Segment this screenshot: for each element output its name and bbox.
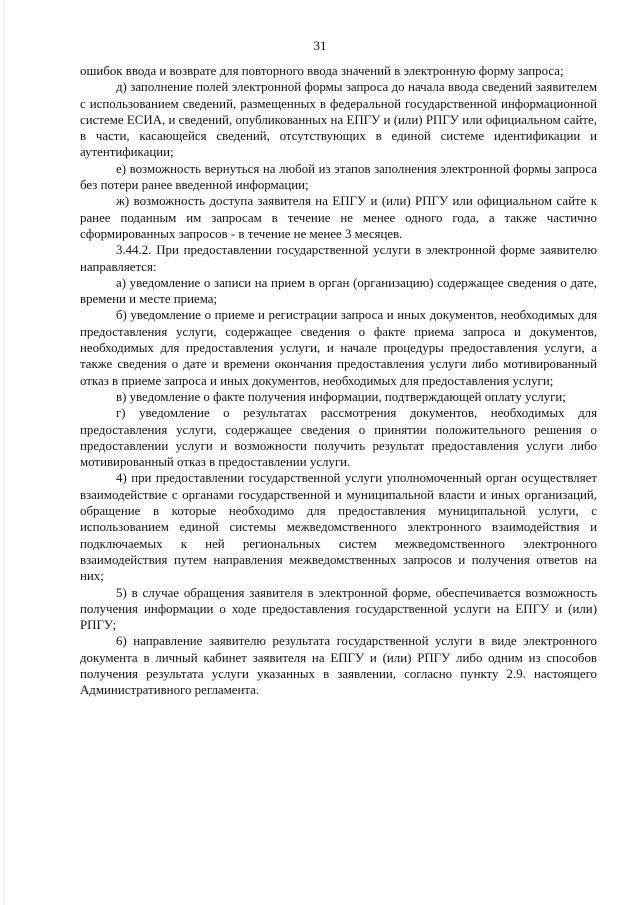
paragraph-item-zh: ж) возможность доступа заявителя на ЕПГУ и (или) РПГУ или официальном сайте к ранее поданным им запросам в течение не менее одного года, а также частично сформированных запросов - в течение не менее 3 месяцев. xyxy=(80,194,597,241)
paragraph-item-e: е) возможность вернуться на любой из этапов заполнения электронной формы запроса без потери ранее введенной информации; xyxy=(80,161,597,193)
document-body xyxy=(80,63,597,699)
paragraph-item-b: б) уведомление о приеме и регистрации запроса и иных документов, необходимых для предоставления услуги, содержащее сведения о факте приема запроса и документов, необходимых для предоставления услуги, и начале процедуры предоставления услуги, а также сведения о дате и времени окончания предоставления услуги либо мотивированный отказ в приеме запроса и иных документов, необходимых для предоставления услуги; xyxy=(80,308,597,388)
scan-edge-line xyxy=(4,0,5,905)
paragraph-item-a: а) уведомление о записи на прием в орган (организацию) содержащее сведения о дате, времени и месте приема; xyxy=(80,275,597,307)
paragraph-item-g: г) уведомление о результатах рассмотрения документов, необходимых для предоставления услуги, содержащее сведения о принятии положительного решения о предоставлении услуги и возможности получить результат предоставления услуги либо мотивированный отказ в предоставлении услуги. xyxy=(80,406,597,470)
page-number: 31 xyxy=(313,38,327,53)
paragraph-item-v: в) уведомление о факте получения информации, подтверждающей оплату услуги; xyxy=(116,389,566,404)
paragraph-item-4: 4) при предоставлении государственной услуги уполномоченный орган осуществляет взаимодействие с органами государственной и муниципальной власти и иных организаций, обращение в которые необходимо для предоставления муниципальной услуги, с использованием единой системы межведомственного электронного взаимодействия и подключаемых к ней региональных систем межведомственного электронного взаимодействия путем направления межведомственных запросов и получения ответов на них; xyxy=(80,471,597,584)
paragraph-item-5: 5) в случае обращения заявителя в электронной форме, обеспечивается возможность получения информации о ходе предоставления государственной услуги на ЕПГУ и (или) РПГУ; xyxy=(80,585,597,633)
paragraph-item-d: д) заполнение полей электронной формы запроса до начала ввода сведений заявителем с использованием сведений, размещенных в федеральной государственной информационной системе ЕСИА, и сведений, опубликованных на ЕПГУ и (или) РПГУ или официальном сайте, в части, касающейся сведений, отсутствующих в единой системе идентификации и аутентификации; xyxy=(80,80,597,160)
paragraph-continuation: ошибок ввода и возврате для повторного ввода значений в электронную форму запроса; xyxy=(80,64,564,78)
paragraph-section-3-44-2: 3.44.2. При предоставлении государственной услуги в электронной форме заявителю направляется: xyxy=(80,243,597,274)
paragraph-item-6: 6) направление заявителю результата государственной услуги в виде электронного документа в личный кабинет заявителя на ЕПГУ и (или) РПГУ либо одним из способов получения результата услуги указанных в заявлении, согласно пункту 2.9. настоящего Административного регламента. xyxy=(80,634,597,698)
